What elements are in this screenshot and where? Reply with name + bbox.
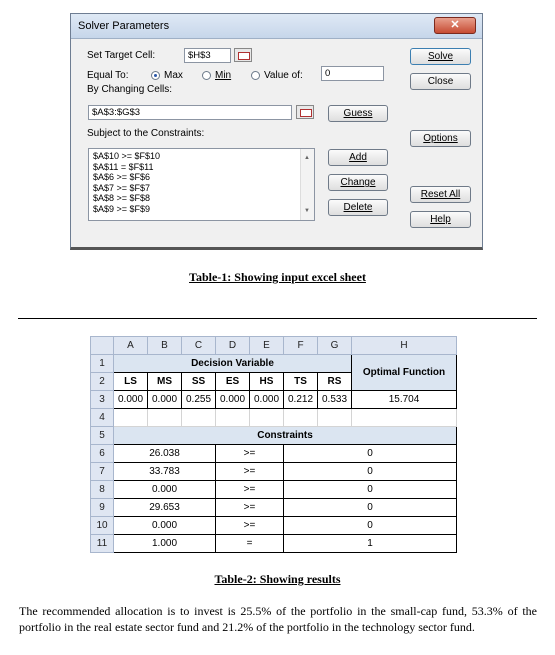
add-label: Add bbox=[349, 152, 367, 163]
close-button[interactable] bbox=[410, 73, 471, 90]
delete-button[interactable] bbox=[328, 199, 388, 216]
help-button[interactable] bbox=[410, 211, 471, 228]
set-target-label: Set Target Cell: bbox=[87, 50, 156, 61]
row-header[interactable]: 3 bbox=[91, 391, 114, 409]
changing-cells-field[interactable]: $A$3:$G$3 bbox=[88, 105, 292, 120]
var-header-ts[interactable]: TS bbox=[284, 373, 318, 391]
max-radio[interactable] bbox=[151, 71, 160, 80]
value-of-label: Value of: bbox=[264, 70, 303, 81]
empty-cell[interactable] bbox=[216, 409, 250, 427]
constraint-item[interactable]: $A$10 >= $F$10 bbox=[93, 151, 161, 161]
constraint-op[interactable]: >= bbox=[216, 499, 284, 517]
table-row bbox=[91, 499, 457, 517]
help-label: Help bbox=[430, 214, 451, 225]
constraint-item[interactable]: $A$9 >= $F$9 bbox=[93, 203, 151, 214]
var-header-ss[interactable]: SS bbox=[182, 373, 216, 391]
empty-cell[interactable] bbox=[148, 409, 182, 427]
dialog-titlebar bbox=[71, 14, 482, 39]
constraint-rhs[interactable]: 0 bbox=[284, 445, 457, 463]
constraint-lhs[interactable]: 0.000 bbox=[114, 481, 216, 499]
scroll-up-icon[interactable]: ▲ bbox=[304, 155, 310, 161]
var-value-rs[interactable]: 0.533 bbox=[318, 391, 352, 409]
constraint-op[interactable]: = bbox=[216, 535, 284, 553]
table-row bbox=[91, 427, 457, 445]
constraint-rhs[interactable]: 0 bbox=[284, 517, 457, 535]
constraints-header[interactable]: Constraints bbox=[114, 427, 457, 445]
constraint-item[interactable]: $A$11 = $F$11 bbox=[93, 161, 154, 172]
decision-variable-header[interactable]: Decision Variable bbox=[114, 355, 352, 373]
row-header[interactable]: 9 bbox=[91, 499, 114, 517]
var-header-es[interactable]: ES bbox=[216, 373, 250, 391]
table-row bbox=[91, 409, 457, 427]
constraint-rhs[interactable]: 1 bbox=[284, 535, 457, 553]
var-header-ls[interactable]: LS bbox=[114, 373, 148, 391]
column-header-row bbox=[91, 337, 457, 355]
recommendation-paragraph: The recommended allocation is to invest is 25.5% of the portfolio in the small-cap fund, 53.3% of the portfolio in the real estate sector fund and 21.2% of the portfolio in the technology sector fund. bbox=[19, 604, 537, 634]
var-value-ss[interactable]: 0.255 bbox=[182, 391, 216, 409]
options-label: Options bbox=[423, 133, 458, 144]
empty-cell[interactable] bbox=[182, 409, 216, 427]
constraints-label: Subject to the Constraints: bbox=[87, 128, 205, 139]
empty-cell[interactable] bbox=[352, 409, 457, 427]
changing-cells-label: By Changing Cells: bbox=[87, 84, 173, 95]
constraint-lhs[interactable]: 33.783 bbox=[114, 463, 216, 481]
guess-label: Guess bbox=[343, 108, 373, 119]
var-value-ms[interactable]: 0.000 bbox=[148, 391, 182, 409]
table-1-caption: Table-1: Showing input excel sheet bbox=[189, 270, 366, 284]
constraint-item[interactable]: $A$8 >= $F$8 bbox=[93, 193, 151, 203]
set-target-collapse-icon[interactable] bbox=[234, 48, 252, 62]
guess-button[interactable] bbox=[328, 105, 388, 122]
change-button[interactable] bbox=[328, 174, 388, 191]
empty-cell[interactable] bbox=[284, 409, 318, 427]
col-header-f[interactable]: F bbox=[284, 337, 318, 355]
solve-button[interactable] bbox=[410, 48, 471, 65]
constraint-lhs[interactable]: 29.653 bbox=[114, 499, 216, 517]
row-header[interactable]: 6 bbox=[91, 445, 114, 463]
constraint-rhs[interactable]: 0 bbox=[284, 481, 457, 499]
table-row bbox=[91, 391, 457, 409]
var-header-rs[interactable]: RS bbox=[318, 373, 352, 391]
var-value-es[interactable]: 0.000 bbox=[216, 391, 250, 409]
table-row bbox=[91, 445, 457, 463]
delete-label: Delete bbox=[343, 202, 373, 213]
constraint-lhs[interactable]: 26.038 bbox=[114, 445, 216, 463]
corner-cell[interactable] bbox=[91, 337, 114, 355]
var-value-ls[interactable]: 0.000 bbox=[114, 391, 148, 409]
section-divider bbox=[18, 318, 537, 319]
empty-cell[interactable] bbox=[250, 409, 284, 427]
var-header-hs[interactable]: HS bbox=[250, 373, 284, 391]
constraint-op[interactable]: >= bbox=[216, 481, 284, 499]
constraint-lhs[interactable]: 0.000 bbox=[114, 517, 216, 535]
constraint-op[interactable]: >= bbox=[216, 517, 284, 535]
min-label: Min bbox=[215, 70, 232, 81]
constraint-op[interactable]: >= bbox=[216, 445, 284, 463]
value-of-radio[interactable] bbox=[251, 71, 260, 80]
max-label: Max bbox=[164, 70, 183, 81]
constraint-lhs[interactable]: 1.000 bbox=[114, 535, 216, 553]
empty-cell[interactable] bbox=[114, 409, 148, 427]
change-label: Change bbox=[340, 177, 376, 188]
col-header-e[interactable]: E bbox=[250, 337, 284, 355]
row-header[interactable]: 11 bbox=[91, 535, 114, 553]
table-row bbox=[91, 355, 457, 373]
row-header[interactable]: 5 bbox=[91, 427, 114, 445]
row-header[interactable]: 4 bbox=[91, 409, 114, 427]
min-radio[interactable] bbox=[202, 71, 211, 80]
constraint-rhs[interactable]: 0 bbox=[284, 499, 457, 517]
close-label: Close bbox=[427, 76, 454, 87]
constraints-scrollbar[interactable] bbox=[300, 149, 314, 220]
empty-cell[interactable] bbox=[318, 409, 352, 427]
solver-parameters-dialog bbox=[70, 13, 483, 250]
equal-to-label: Equal To: bbox=[87, 70, 129, 81]
dialog-title: Solver Parameters bbox=[78, 20, 170, 32]
var-header-ms[interactable]: MS bbox=[148, 373, 182, 391]
table-row bbox=[91, 463, 457, 481]
close-icon[interactable]: ✕ bbox=[434, 17, 476, 34]
set-target-field[interactable]: $H$3 bbox=[184, 48, 231, 63]
table-2-caption: Table-2: Showing results bbox=[214, 572, 341, 586]
reset-all-label: Reset All bbox=[420, 189, 461, 200]
constraint-item[interactable]: $A$7 >= $F$7 bbox=[93, 182, 151, 193]
row-header[interactable]: 1 bbox=[91, 355, 114, 373]
col-header-g[interactable]: G bbox=[318, 337, 352, 355]
row-header[interactable]: 7 bbox=[91, 463, 114, 481]
options-button[interactable] bbox=[410, 130, 471, 147]
table-row bbox=[91, 481, 457, 499]
col-header-a[interactable]: A bbox=[114, 337, 148, 355]
constraints-list[interactable] bbox=[88, 148, 315, 221]
row-header[interactable]: 2 bbox=[91, 373, 114, 391]
var-value-ts[interactable]: 0.212 bbox=[284, 391, 318, 409]
constraint-rhs[interactable]: 0 bbox=[284, 463, 457, 481]
table-row bbox=[91, 535, 457, 553]
row-header[interactable]: 8 bbox=[91, 481, 114, 499]
add-button[interactable] bbox=[328, 149, 388, 166]
scroll-down-icon[interactable]: ▼ bbox=[304, 207, 310, 214]
optimal-value[interactable]: 15.704 bbox=[352, 391, 457, 409]
optimal-function-header[interactable]: Optimal Function bbox=[352, 355, 457, 391]
col-header-h[interactable]: H bbox=[352, 337, 457, 355]
var-value-hs[interactable]: 0.000 bbox=[250, 391, 284, 409]
reset-all-button[interactable] bbox=[410, 186, 471, 203]
solve-label: Solve bbox=[427, 51, 453, 62]
results-sheet bbox=[90, 336, 457, 553]
changing-cells-collapse-icon[interactable] bbox=[296, 105, 314, 119]
constraint-item[interactable]: $A$6 >= $F$6 bbox=[93, 172, 151, 182]
col-header-d[interactable]: D bbox=[216, 337, 250, 355]
col-header-b[interactable]: B bbox=[148, 337, 182, 355]
col-header-c[interactable]: C bbox=[182, 337, 216, 355]
value-of-field[interactable]: 0 bbox=[321, 66, 384, 81]
table-row bbox=[91, 517, 457, 535]
row-header[interactable]: 10 bbox=[91, 517, 114, 535]
constraint-op[interactable]: >= bbox=[216, 463, 284, 481]
